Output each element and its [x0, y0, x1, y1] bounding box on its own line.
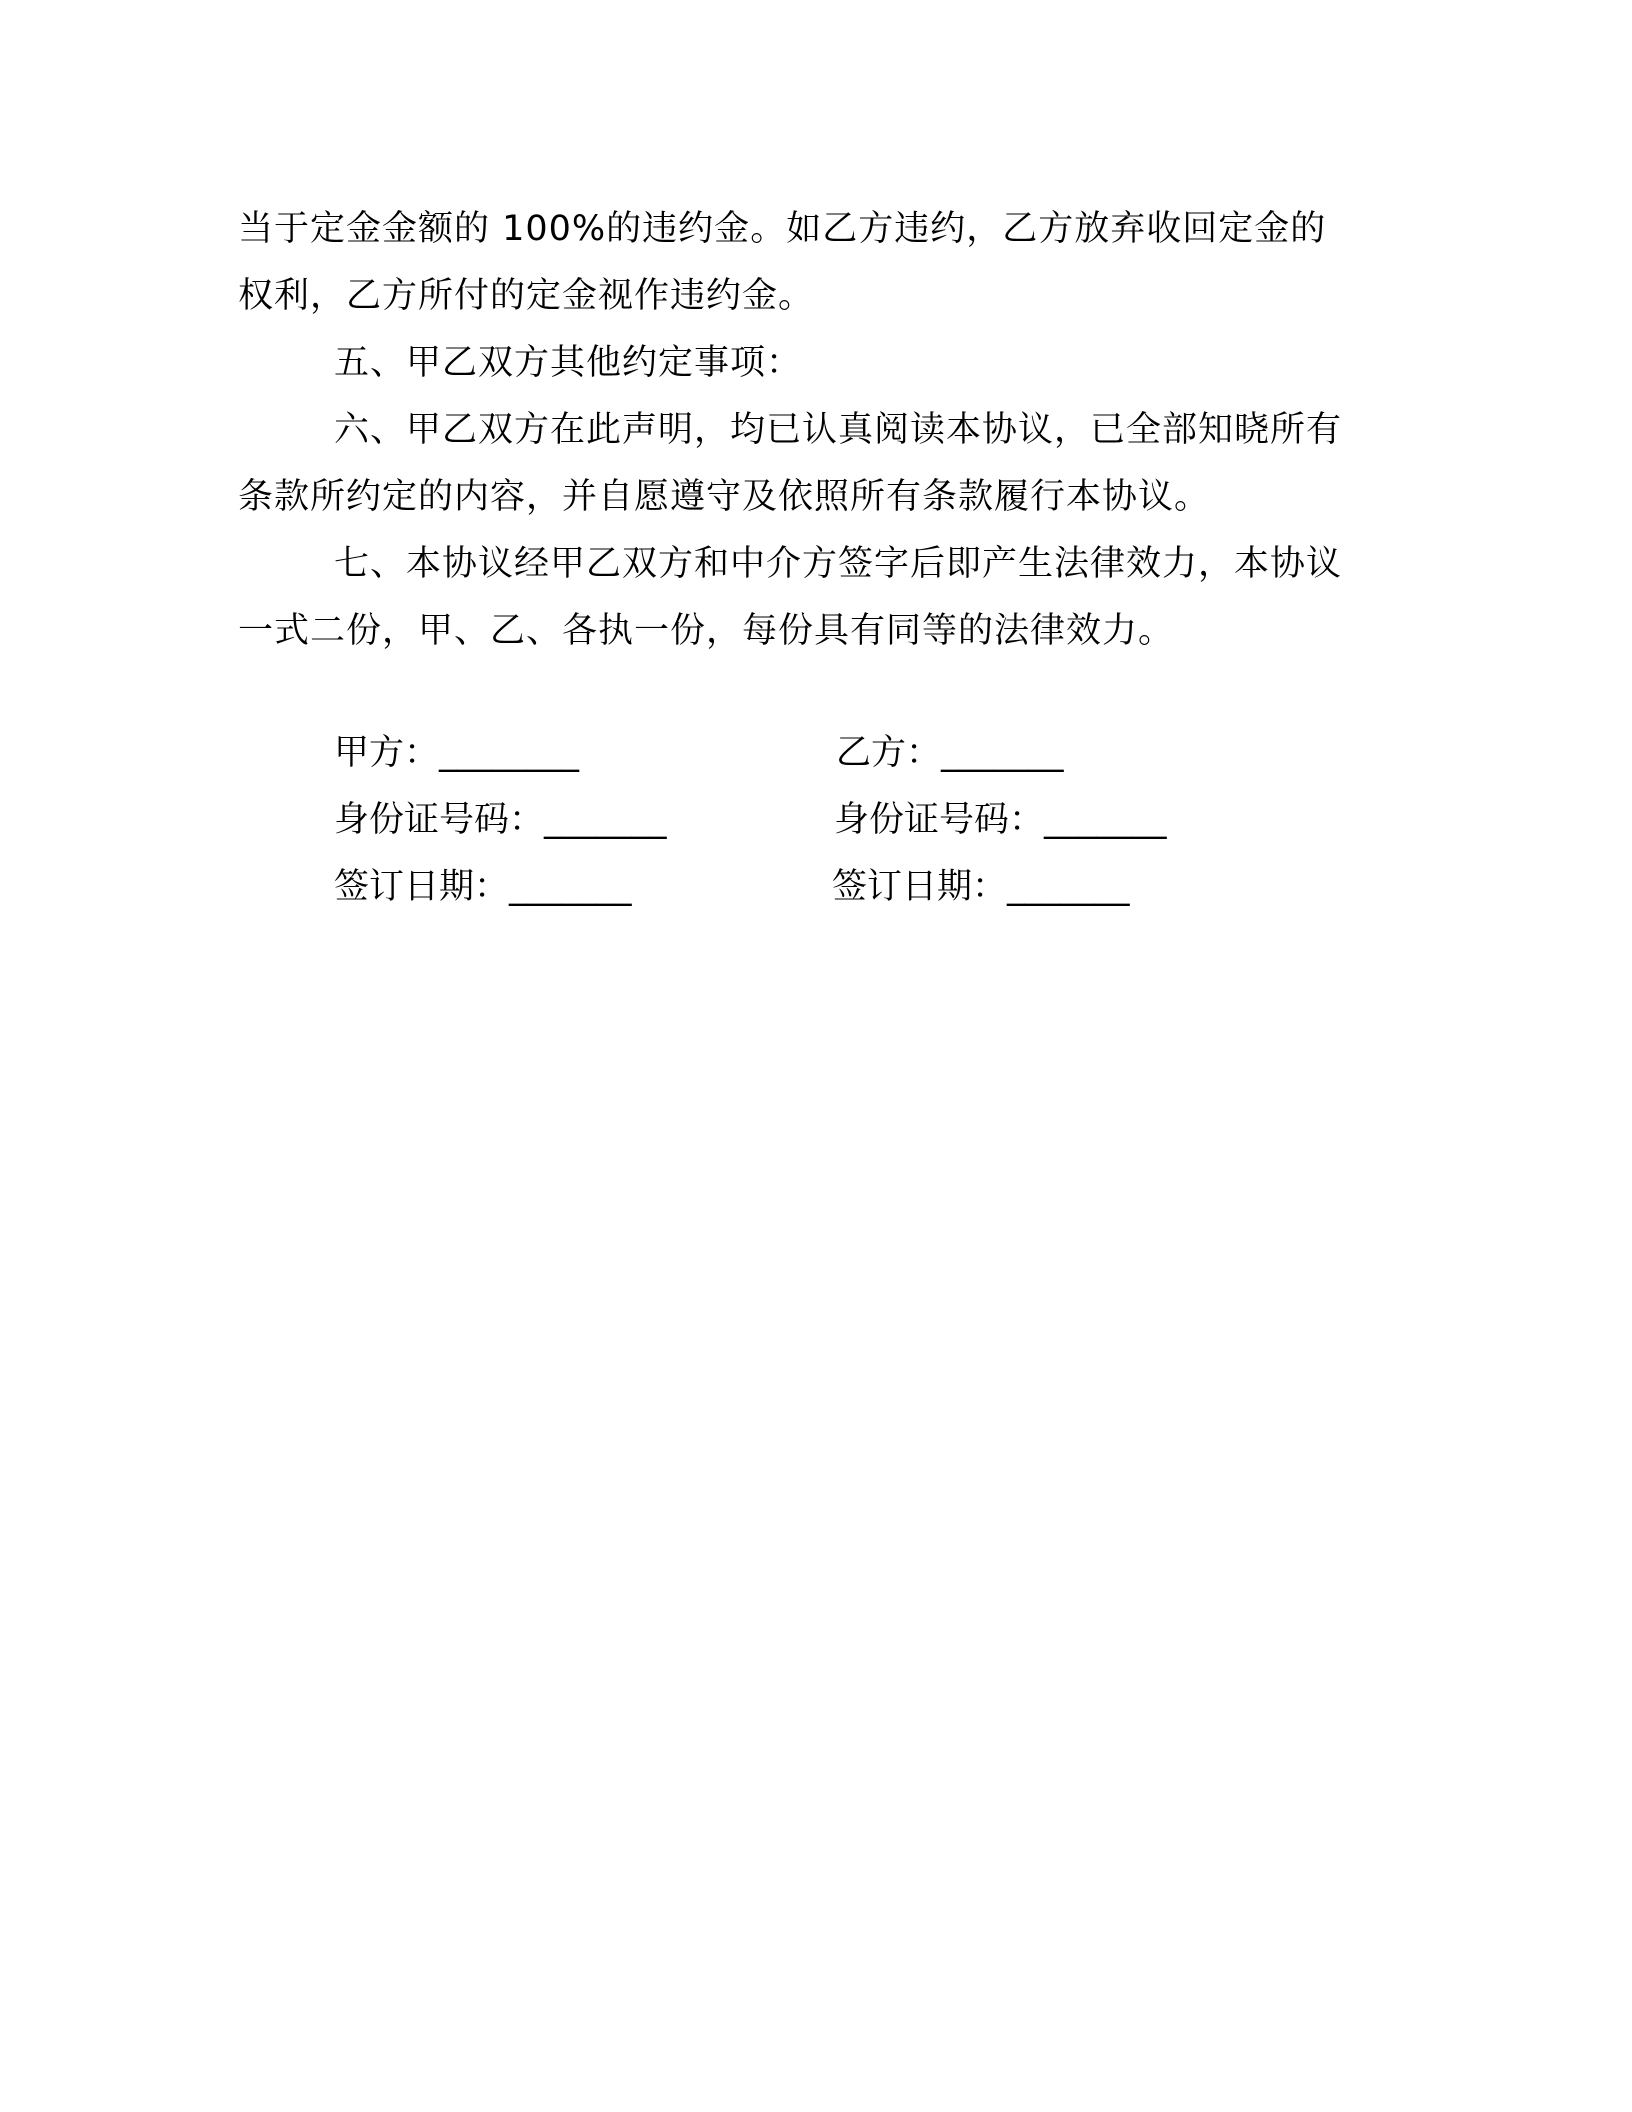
clause-six: 六、甲乙双方在此声明，均已认真阅读本协议，已全部知晓所有	[334, 410, 1343, 450]
document-body	[238, 196, 1388, 665]
party-b-signature-field: 乙方：_______	[836, 733, 1064, 773]
paragraph-line: 权利，乙方所付的定金视作违约金。	[238, 276, 815, 316]
party-b-id-field: 身份证号码：_______	[834, 800, 1167, 840]
paragraph-line: 条款所约定的内容，并自愿遵守及依照所有条款履行本协议。	[238, 477, 1211, 517]
clause-seven: 七、本协议经甲乙双方和中介方签字后即产生法律效力，本协议	[334, 544, 1343, 584]
paragraph-line: 一式二份，甲、乙、各执一份，每份具有同等的法律效力。	[238, 611, 1175, 651]
party-b-date-field: 签订日期：_______	[832, 867, 1130, 907]
party-a-id-field: 身份证号码：_______	[334, 800, 667, 840]
party-a-signature-field: 甲方：________	[334, 733, 580, 773]
paragraph-line: 当于定金金额的 100%的违约金。如乙方违约，乙方放弃收回定金的	[238, 209, 1327, 249]
clause-five: 五、甲乙双方其他约定事项：	[334, 343, 803, 383]
party-a-date-field: 签订日期：_______	[334, 867, 632, 907]
